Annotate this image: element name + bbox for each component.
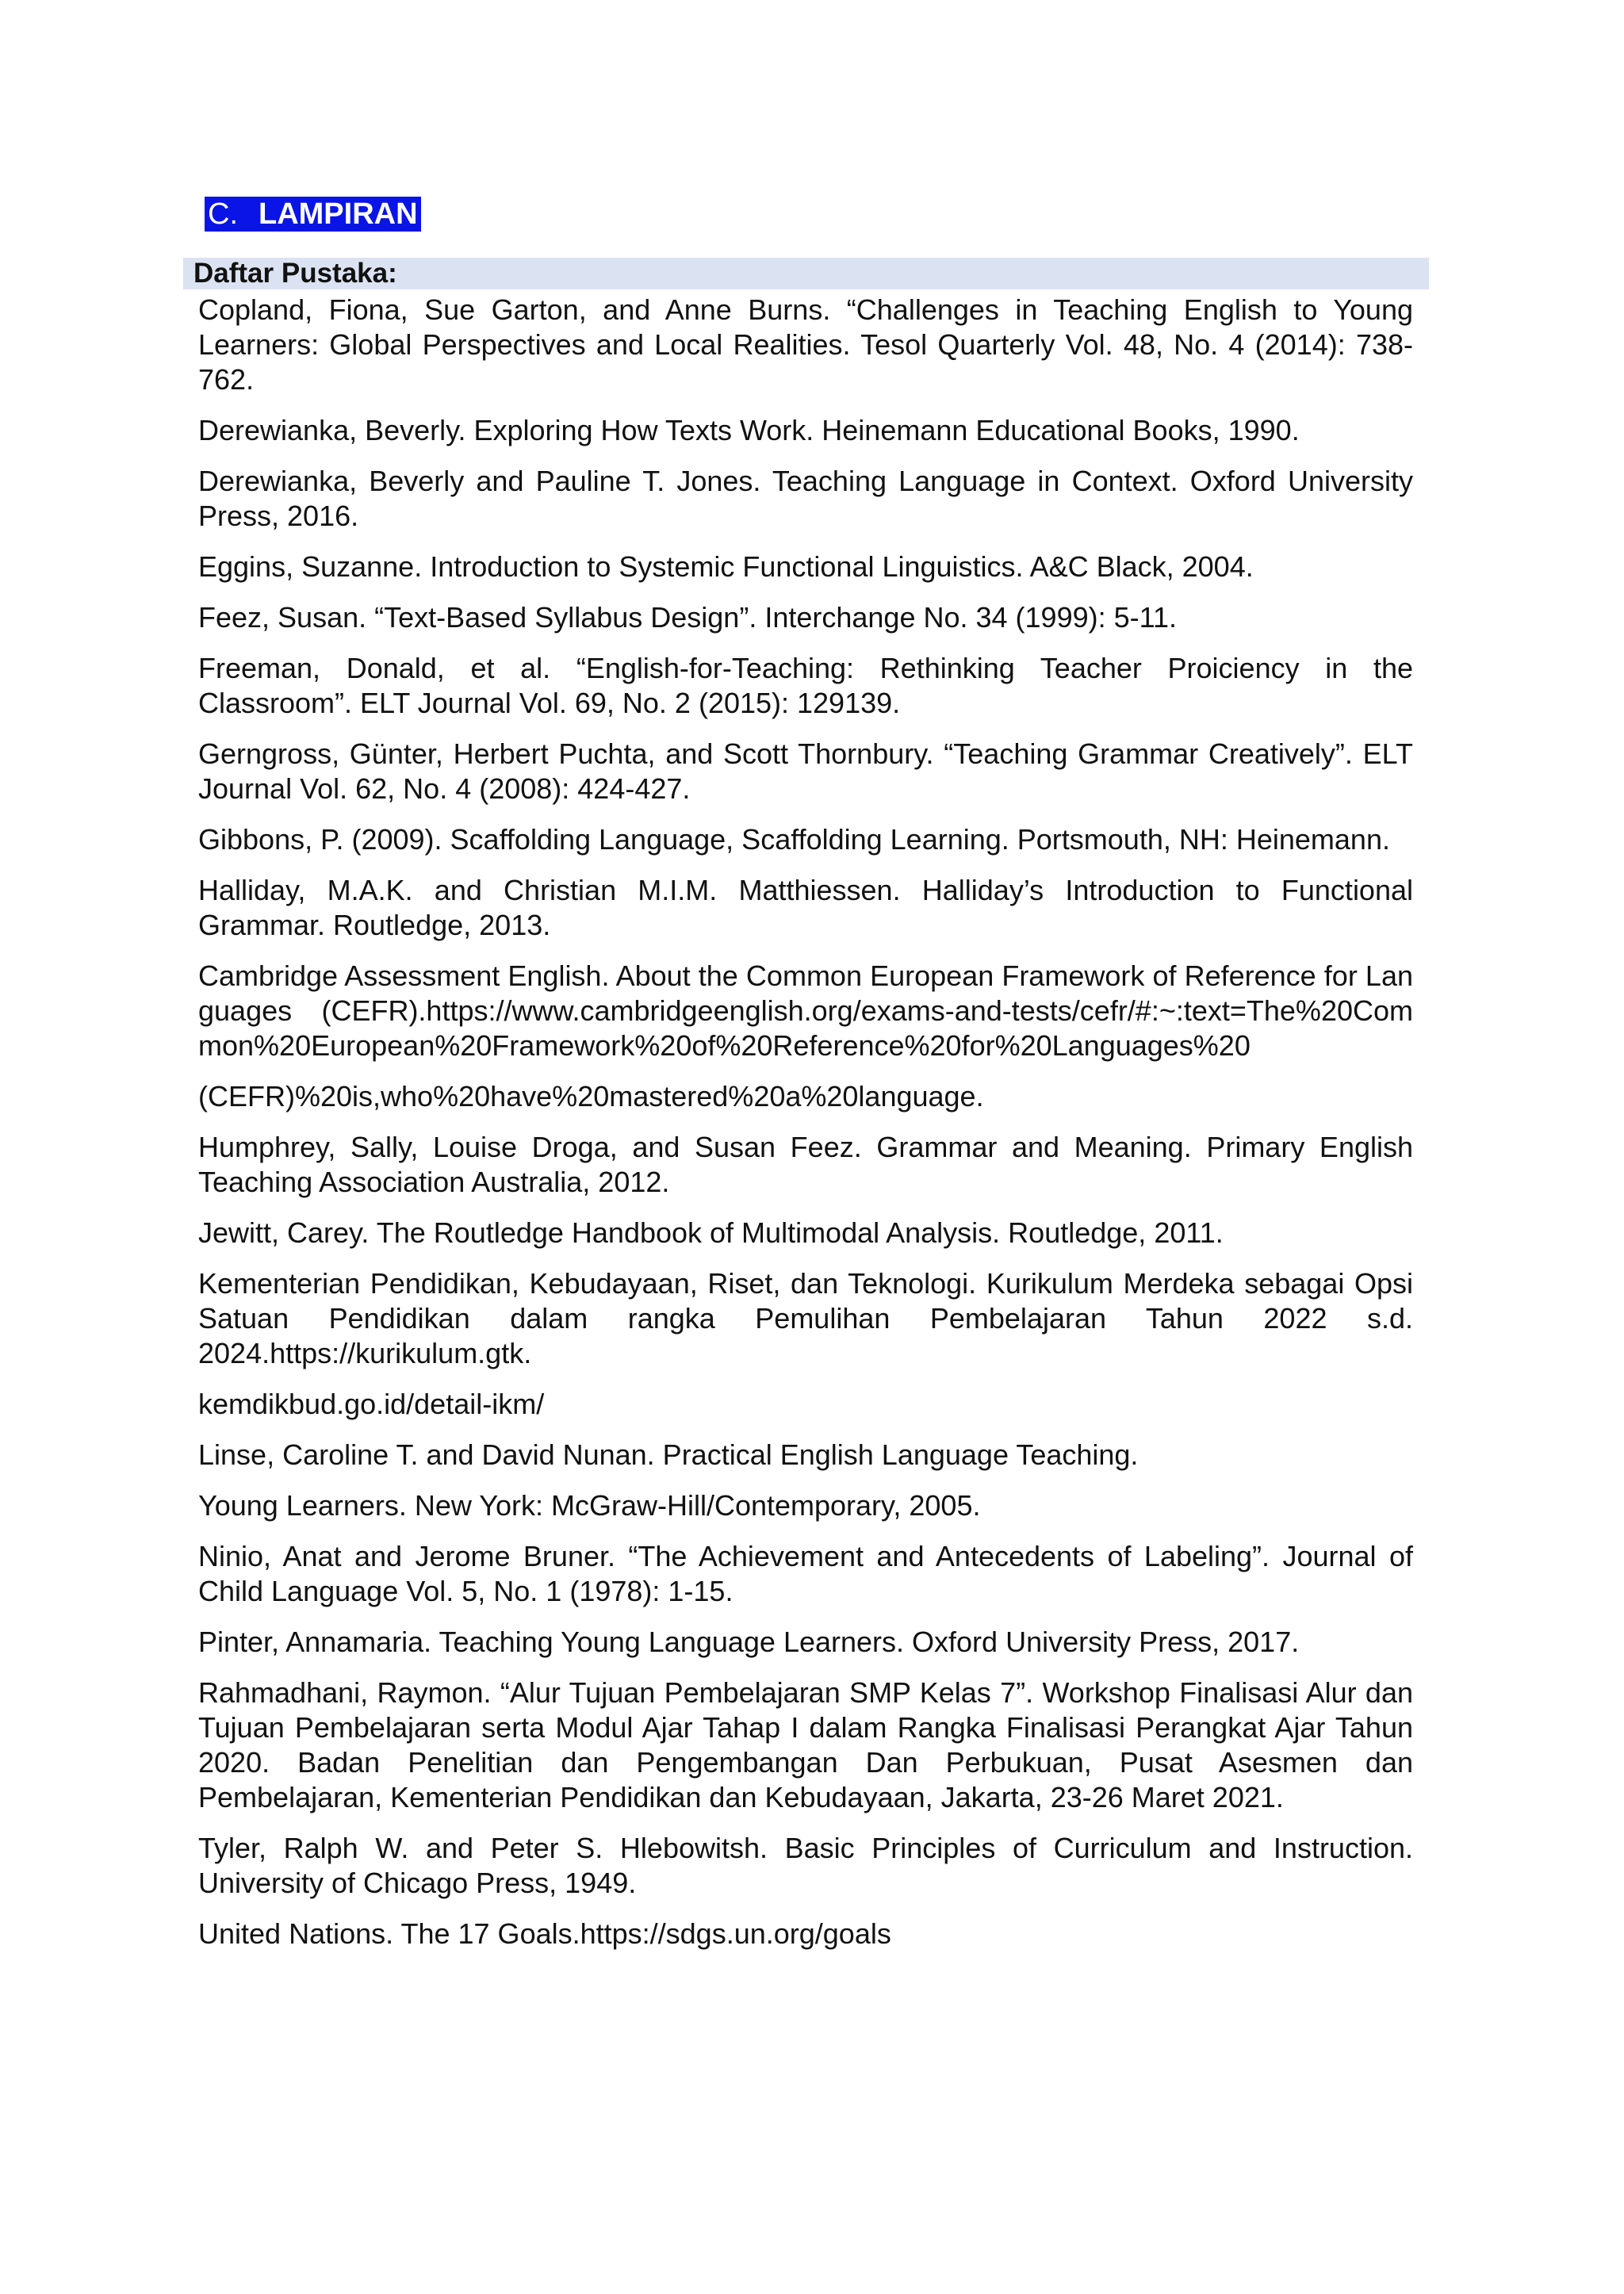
reference-entry: Young Learners. New York: McGraw-Hill/Contemporary, 2005. (198, 1489, 981, 1522)
reference-entry: Pinter, Annamaria. Teaching Young Language Learners. Oxford University Press, 2017. (198, 1626, 1300, 1658)
reference-entry: Linse, Caroline T. and David Nunan. Practical English Language Teaching. (198, 1438, 1139, 1471)
section-title: LAMPIRAN (259, 197, 418, 231)
reference-entry: Eggins, Suzanne. Introduction to Systemic Functional Linguistics. A&C Black, 2004. (198, 550, 1254, 583)
reference-entry: Derewianka, Beverly. Exploring How Texts Work. Heinemann Educational Books, 1990. (198, 414, 1300, 446)
reference-entry: Ninio, Anat and Jerome Bruner. “The Achievement and Antecedents of Labeling”. Journal of Child Language Vol. 5, No. 1 (1978): 1-15. (198, 1540, 1413, 1607)
reference-entry: Rahmadhani, Raymon. “Alur Tujuan Pembelajaran SMP Kelas 7”. Workshop Finalisasi Alur dan Tujuan Pembelajaran serta Modul Ajar Tahap I dalam Rangka Finalisasi Perangkat Ajar Tahun 2020. Badan Penelitian dan Pengembangan Dan Perbukuan, Pusat Asesmen dan Pembelajaran, Kementerian Pendidikan dan Kebudayaan, Jakarta, 23-26 Maret 2021. (198, 1676, 1413, 1813)
reference-entry: Copland, Fiona, Sue Garton, and Anne Burns. “Challenges in Teaching English to Young Learners: Global Perspectives and Local Realities. Tesol Quarterly Vol. 48, No. 4 (2014): 738-762. (198, 293, 1413, 396)
reference-entry: Gibbons, P. (2009). Scaffolding Language, Scaffolding Learning. Portsmouth, NH: Heinemann. (198, 823, 1390, 856)
reference-entry: Derewianka, Beverly and Pauline T. Jones. Teaching Language in Context. Oxford University Press, 2016. (198, 465, 1413, 532)
reference-entry: Gerngross, Günter, Herbert Puchta, and Scott Thornbury. “Teaching Grammar Creatively”. ELT Journal Vol. 62, No. 4 (2008): 424-427. (198, 737, 1413, 805)
reference-entry: Freeman, Donald, et al. “English-for-Teaching: Rethinking Teacher Proiciency in the Classroom”. ELT Journal Vol. 69, No. 2 (2015): 129139. (198, 652, 1413, 719)
bibliography-heading: Daftar Pustaka: (183, 258, 1429, 289)
bibliography-list (198, 293, 1413, 1967)
section-heading (205, 197, 421, 232)
reference-entry: kemdikbud.go.id/detail-ikm/ (198, 1388, 545, 1420)
reference-entry: Halliday, M.A.K. and Christian M.I.M. Matthiessen. Halliday’s Introduction to Functional Grammar. Routledge, 2013. (198, 874, 1413, 941)
reference-entry: Tyler, Ralph W. and Peter S. Hlebowitsh. Basic Principles of Curriculum and Instruction. University of Chicago Press, 1949. (198, 1832, 1413, 1899)
reference-entry: Jewitt, Carey. The Routledge Handbook of Multimodal Analysis. Routledge, 2011. (198, 1216, 1224, 1249)
reference-entry: Kementerian Pendidikan, Kebudayaan, Riset, dan Teknologi. Kurikulum Merdeka sebagai Opsi Satuan Pendidikan dalam rangka Pemulihan Pembelajaran Tahun 2022 s.d. 2024.https://kurikulum.gtk. (198, 1267, 1413, 1369)
reference-entry: Feez, Susan. “Text-Based Syllabus Design”. Interchange No. 34 (1999): 5-11. (198, 601, 1177, 634)
section-letter: C. (208, 197, 238, 231)
reference-entry: Humphrey, Sally, Louise Droga, and Susan Feez. Grammar and Meaning. Primary English Teaching Association Australia, 2012. (198, 1131, 1413, 1198)
reference-entry: Cambridge Assessment English. About the Common European Framework of Reference for Languages (CEFR).https://www.cambridgeenglish.org/exams-and-tests/cefr/#:~:text=The%20Common%20European%20Framework%20of%20Reference%20for%20Languages%20 (198, 959, 1413, 1062)
reference-entry: (CEFR)%20is,who%20have%20mastered%20a%20language. (198, 1080, 984, 1113)
reference-entry: United Nations. The 17 Goals.https://sdgs.un.org/goals (198, 1917, 891, 1950)
